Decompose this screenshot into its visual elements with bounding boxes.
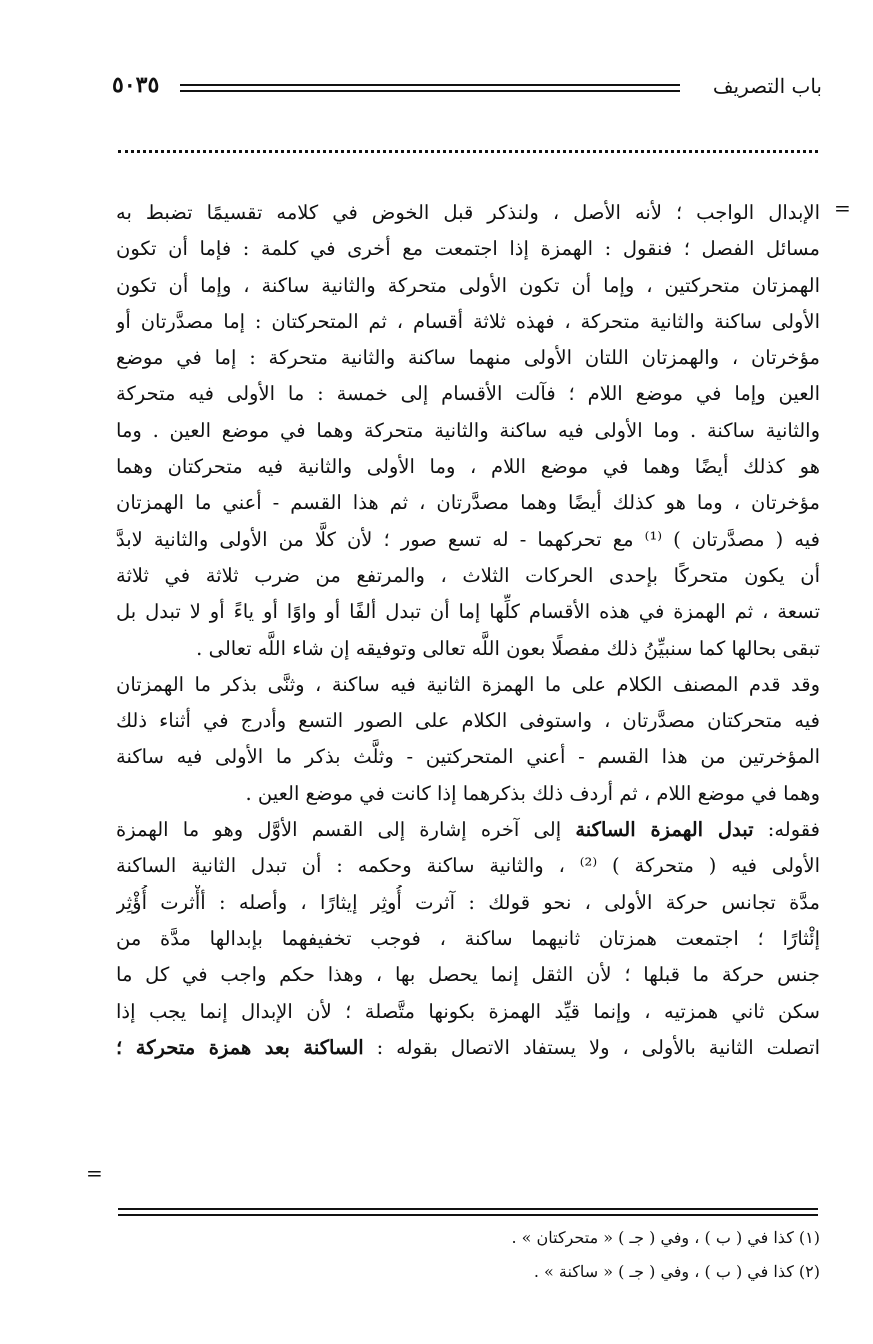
text-line: وهما في موضع اللام ، ثم أردف ذلك بذكرهما إذا كانت في موضع العين . [245,781,820,805]
text-line: تبقى بحالها كما سنبيِّنُ ذلك مفصلًا بعون اللَّه تعالى وتوفيقه إن شاء اللَّه تعالى . [196,636,820,660]
text-line-with-bold [116,812,820,848]
footnote-2: (٢) كذا في ( ب ) ، وفي ( جـ ) « ساكنة » . [533,1262,820,1281]
continuation-mark-end: = [86,1161,103,1185]
text-line: مؤخرتان ، وما هو كذلك أيضًا وهما مصدَّرتان ، ثم هذا القسم - أعني ما الهمزتان [116,491,820,515]
running-header [112,74,822,104]
main-text [116,195,820,1066]
text-line: المؤخرتين من هذا القسم - أعني المتحركتين - وثلَّث بذكر ما الأولى فيه ساكنة [116,745,820,769]
text-line: هو كذلك أيضًا وهما في موضع اللام ، وما الأولى والثانية فيه متحركتان وهما [116,455,820,479]
text-line: مسائل الفصل ؛ فنقول : الهمزة إذا اجتمعت مع أخرى في كلمة : فإما أن تكون [116,237,820,261]
page-number: ٥٠٣٥ [112,72,160,98]
text-line: أن يكون متحركًا بإحدى الحركات الثلاث ، والمرتفع من ضرب ثلاثة في ثلاثة [116,563,820,587]
text-line: تسعة ، ثم الهمزة في هذه الأقسام كلِّها إما أن تبدل ألفًا أو واوًا أو ياءً أو لا تبدل بل [116,600,820,624]
quote-lead: فقوله: [753,818,820,842]
chapter-title: باب التصريف [712,74,822,98]
bold-quote: تبدل الهمزة الساكنة [575,818,754,842]
text-line: جنس حركة ما قبلها ؛ لأن الثقل إنما يحصل بها ، وهذا حكم واجب في كل ما [116,963,820,987]
continuation-mark-start: = [834,196,851,220]
line-remainder: اتصلت الثانية بالأولى ، ولا يستفاد الاتصال بقوله : [363,1035,820,1059]
text-line: والثانية ساكنة . وما الأولى فيه ساكنة والثانية متحركة وهما في موضع العين . وما [116,418,820,442]
text-line: الهمزتان متحركتين ، وإما أن تكون الأولى متحركة والثانية ساكنة ، وإما أن تكون [116,273,820,297]
text-line-with-bold [116,1030,820,1066]
text-line: فيه متحركتان مصدَّرتان ، واستوفى الكلام على الصور التسع وأدرج في أثناء ذلك [116,709,820,733]
bold-quote: الساكنة بعد همزة متحركة ؛ [116,1035,364,1059]
text-line: الإبدال الواجب ؛ لأنه الأصل ، ولنذكر قبل الخوض في كلامه تقسيمًا تضبط به [116,201,820,224]
header-double-rule [180,84,680,92]
line-remainder: إلى آخره إشارة إلى القسم الأوَّل وهو ما الهمزة [116,818,562,842]
text-line: العين وإما في موضع اللام ؛ فآلت الأقسام إلى خمسة : ما الأولى فيه متحركة [116,382,820,406]
footnote-1: (١) كذا في ( ب ) ، وفي ( جـ ) « متحركتان » . [511,1228,820,1247]
dotted-separator [118,150,818,153]
text-line: الأولى ساكنة والثانية متحركة ، فهذه ثلاثة أقسام ، ثم المتحركتان : إما مصدَّرتان أو [116,309,820,333]
text-line: مدَّة تجانس حركة الأولى ، نحو قولك : آثرت أُوثِر إيثارًا ، وأصله : أأْثرت أُؤْثِر [116,890,820,914]
text-line: فيه ( مصدَّرتان ) ⁽¹⁾ مع تحركهما - له تسع صور ؛ لأن كلًّا من الأولى والثانية لابدَّ [116,527,820,551]
text-line: مؤخرتان ، والهمزتان اللتان الأولى منهما ساكنة والثانية متحركة : إما في موضع [116,346,820,370]
text-line: سكن ثاني همزتيه ، وإنما قيِّد الهمزة بكونها متَّصلة ؛ لأن الإبدال إنما يجب إذا [116,999,820,1023]
text-line: إئْثارًا ؛ اجتمعت همزتان ثانيهما ساكنة ، فوجب تخفيفهما بإبدالها مدَّة من [116,926,820,950]
text-line: الأولى فيه ( متحركة ) ⁽²⁾ ، والثانية ساكنة وحكمه : أن تبدل الثانية الساكنة [116,854,820,878]
footnote-double-rule [118,1208,818,1216]
text-line: وقد قدم المصنف الكلام على ما الهمزة الثانية فيه ساكنة ، وثنَّى بذكر ما الهمزتان [116,672,820,696]
